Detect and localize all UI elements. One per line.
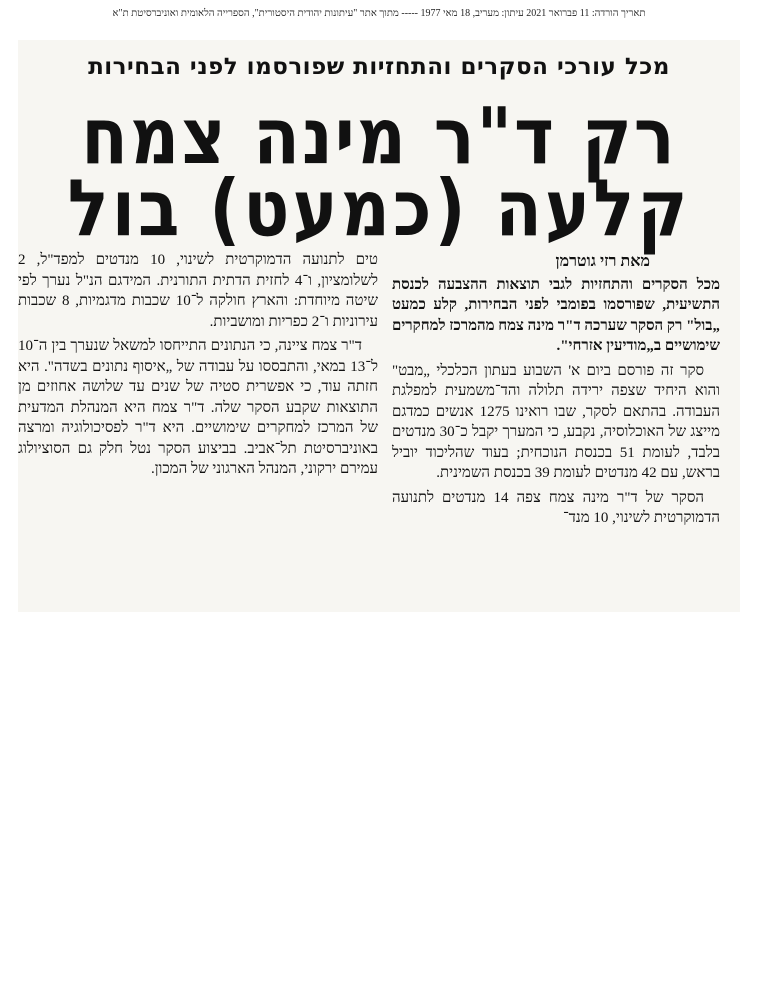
download-metadata: תאריך הורדה: 11 פברואר 2021 עיתון: מעריב, 18 מאי 1977 ----- מתוך אתר "עיתונות יהודית היסטורית", הספרייה הלאומית ואוניברסיטת ת"א — [112, 8, 646, 19]
newspaper-clipping — [18, 40, 740, 612]
article-kicker: מכל עורכי הסקרים והתחזיות שפורסמו לפני הבחירות — [88, 54, 670, 80]
article-headline-line-2: קלעה (כמעט) בול — [67, 164, 691, 255]
article-paragraph: הסקר של ד"ר מינה צמח צפה 14 מנדטים לתנועה הדמוקרטית לשינוי, 10 מנד־ — [392, 489, 720, 526]
article-headline-line-1: רק ד"ר מינה צמח — [81, 92, 677, 183]
article-column-left — [18, 250, 378, 484]
article-paragraph: ד"ר צמח ציינה, כי הנתונים התייחסו למשאל שנערך בין ה־10 ל־13 במאי, והתבססו על עבודה של „איסוף נתונים בשדה". היא חזתה עוד, כי אפשרית סטיה של שנים עד שלושה אחוזים מן התוצאות שקבע הסקר שלה. ד"ר צמח היא המנהלת המדעית של המרכז למחקרים שימושיים. היא ד"ר לפסיכולוגיה ומרצה באוניברסיטת תל־אביב. בביצוע הסקר נטל חלק גם הסוציולוג עמירם ירקוני, המנהל הארגוני של המכון. — [18, 338, 378, 477]
article-paragraph: מכל הסקרים והתחזיות לגבי תוצאות ההצבעה לכנסת התשיעית, שפורסמו בפומבי לפני הבחירות, קלע כמעט „בול" רק הסקר שערכה ד"ר מינה צמח מהמרכז למחקרים שימושיים ב„מודיעין אזרחי". — [392, 276, 720, 354]
article-byline: מאת רזי גוטרמן — [555, 253, 650, 270]
article-paragraph: סקר זה פורסם ביום א' השבוע בעתון הכלכלי „מבט" והוא היחיד שצפה ירידה תלולה והד־משמעית למפלגת העבודה. בהתאם לסקר, שבו רואינו 1275 אנשים כמדגם מייצג של האוכלוסיה, נקבע, כי המערך יקבל כ־30 מנדטים בלבד, לעומת 51 בכנסת הנוכחית; בעוד שהליכוד יוביל בראש, עם 42 מנדטים לעומת 39 בכנסת השמינית. — [392, 362, 720, 481]
article-column-right — [392, 252, 720, 533]
article-paragraph: טים לתנועה הדמוקרטית לשינוי, 10 מנדטים למפד"ל, 2 לשלומציון, ו־4 לחזית הדתית התורנית. המידגם הנ"ל נערך לפי שיטה מיוחדת: והארץ חולקה ל־10 שכבות מדגמיות, 8 שכבות עירוניות ו־2 כפריות ומושביות. — [18, 252, 379, 330]
